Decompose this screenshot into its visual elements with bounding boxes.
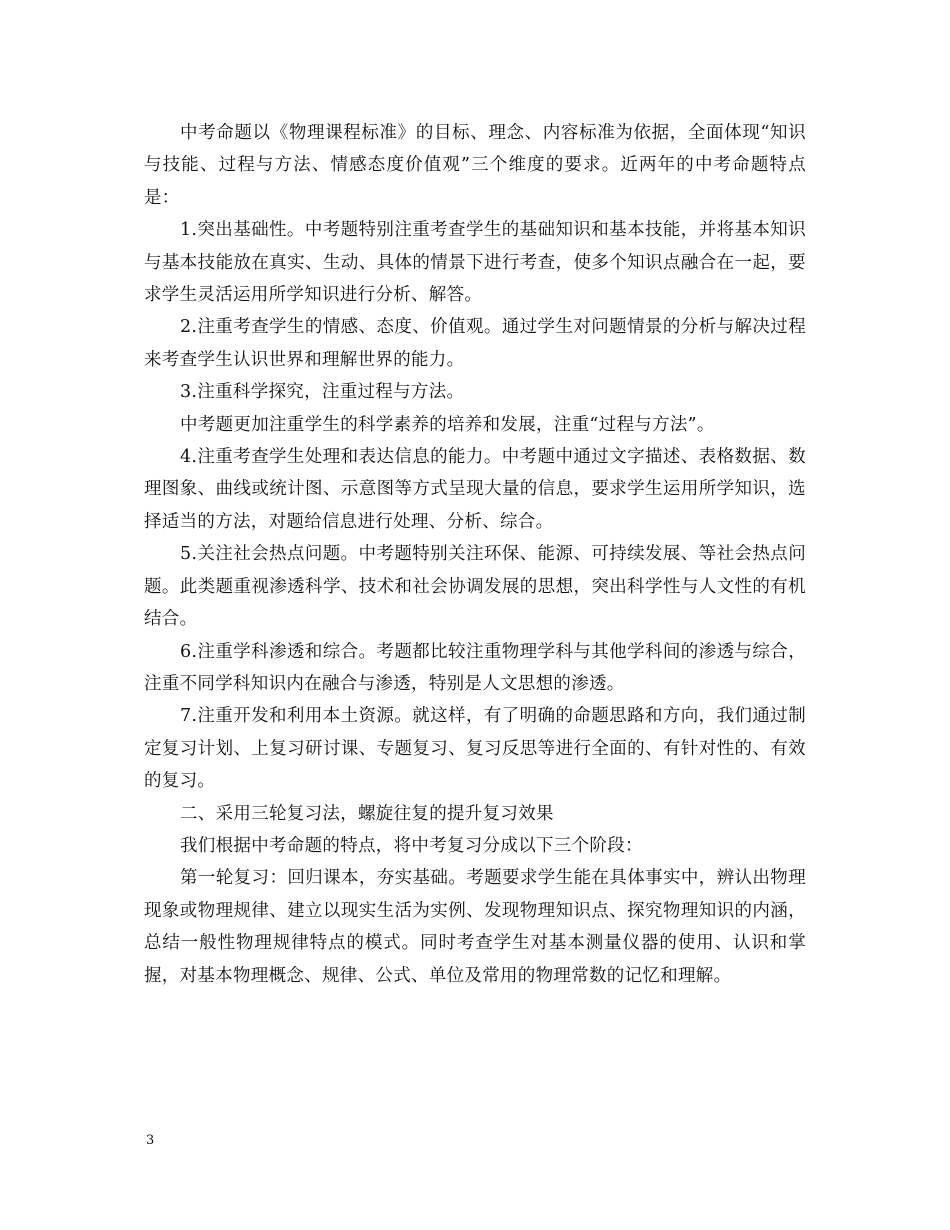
paragraph-stages-intro: 我们根据中考命题的特点，将中考复习分成以下三个阶段： — [180, 835, 643, 856]
paragraph-point-1: 1.突出基础性。中考题特别注重考查学生的基础知识和基本技能，并将基本知识与基本技能放在真实、生动、具体的情景下进行考查，使多个知识点融合在一起，要求学生灵活运用所学知识进行分析、解答。 — [144, 220, 806, 306]
paragraph-point-6: 6.注重学科渗透和综合。考题都比较注重物理学科与其他学科间的渗透与综合，注重不同学科知识内在融合与渗透，特别是人文思想的渗透。 — [144, 641, 806, 694]
page-number: 3 — [146, 1133, 155, 1148]
section-heading: 二、采用三轮复习法，螺旋往复的提升复习效果 — [180, 803, 554, 824]
paragraph-point-3-detail: 中考题更加注重学生的科学素养的培养和发展，注重“过程与方法”。 — [180, 414, 715, 435]
document-body — [144, 117, 806, 992]
paragraph-point-3: 3.注重科学探究，注重过程与方法。 — [180, 382, 465, 403]
paragraph-intro: 中考命题以《物理课程标准》的目标、理念、内容标准为依据，全面体现“知识与技能、过程与方法、情感态度价值观”三个维度的要求。近两年的中考命题特点是： — [144, 123, 806, 208]
paragraph-point-4: 4.注重考查学生处理和表达信息的能力。中考题中通过文字描述、表格数据、数理图象、曲线或统计图、示意图等方式呈现大量的信息，要求学生运用所学知识，选择适当的方法，对题给信息进行处理、分析、综合。 — [144, 447, 806, 532]
paragraph-point-5: 5.关注社会热点问题。中考题特别关注环保、能源、可持续发展、等社会热点问题。此类题重视渗透科学、技术和社会协调发展的思想，突出科学性与人文性的有机结合。 — [144, 544, 806, 630]
paragraph-point-7: 7.注重开发和利用本土资源。就这样，有了明确的命题思路和方向，我们通过制定复习计划、上复习研讨课、专题复习、复习反思等进行全面的、有针对性的、有效的复习。 — [144, 706, 806, 792]
paragraph-first-round: 第一轮复习：回归课本，夯实基础。考题要求学生能在具体事实中，辨认出物理现象或物理规律、建立以现实生活为实例、发现物理知识点、探究物理知识的内涵，总结一般性物理规律特点的模式。同时考查学生对基本测量仪器的使用、认识和掌握，对基本物理概念、规律、公式、单位及常用的物理常数的记忆和理解。 — [144, 868, 806, 986]
paragraph-point-2: 2.注重考查学生的情感、态度、价值观。通过学生对问题情景的分析与解决过程来考查学生认识世界和理解世界的能力。 — [144, 317, 806, 370]
